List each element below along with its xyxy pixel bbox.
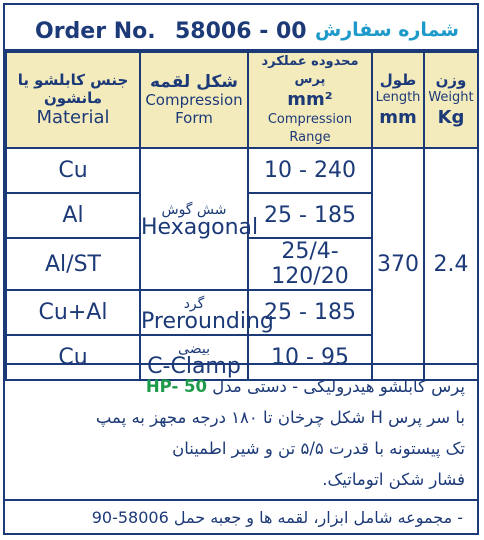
row-range: 10 - 240 <box>248 148 372 193</box>
row-range: 10 - 95 <box>248 335 372 380</box>
header-weight-fa: وزن <box>435 71 467 89</box>
order-number: 58006 - 00 <box>175 19 307 44</box>
form-hexagonal-fa: شش گوش <box>161 202 227 218</box>
model-name: HP- 50 <box>145 377 207 396</box>
row-material: Cu <box>6 148 140 193</box>
form-cclamp-en: C-Clamp <box>147 353 241 379</box>
row-range: 25 - 185 <box>248 290 372 335</box>
header-range-en: Compression Range <box>267 112 353 145</box>
kit-contents-note: - مجموعه شامل ابزار، لقمه ها و جعبه حمل 58006-90 <box>91 508 463 527</box>
row-range: 25 - 185 <box>248 193 372 238</box>
description-line2: با سر پرس H شکل چرخان تا ۱۸۰ درجه مجهز به پمپ <box>95 408 465 427</box>
form-hexagonal-en: Hexagonal <box>141 215 259 240</box>
description-line4: فشار شکن اتوماتیک. <box>322 470 465 489</box>
row-material: Cu <box>6 335 140 380</box>
header-material <box>6 52 140 148</box>
header-material-fa: جنس کابلشو یا مانشون <box>17 71 129 107</box>
order-no-label-fa: شماره سفارش <box>315 19 459 41</box>
header-length-en: Length <box>375 90 421 105</box>
description-line <box>15 371 465 402</box>
header-material-en: Material <box>36 107 110 128</box>
row-material: Al <box>6 193 140 238</box>
row-material: Cu+Al <box>6 290 140 335</box>
header-length-fa: طول <box>379 71 417 89</box>
product-description <box>5 363 477 501</box>
table-row <box>6 148 478 193</box>
header-weight-unit: Kg <box>437 107 465 128</box>
row-range: 25/4-120/20 <box>248 238 372 290</box>
header-weight-en: Weight <box>428 90 474 105</box>
header-form-en: Compression Form <box>145 91 243 127</box>
spec-sheet <box>3 3 479 535</box>
form-hexagonal <box>140 148 259 290</box>
header-weight <box>424 52 478 148</box>
form-cclamp-fa: بیضی <box>178 340 210 357</box>
header-range-unit: mm² <box>287 89 333 110</box>
header-length-unit: mm <box>379 107 417 128</box>
description-line3: تک پیستونه با قدرت ۵/۵ تن و شیر اطمینان <box>172 439 465 458</box>
order-no-label: Order No. <box>35 19 156 44</box>
form-prerounding <box>140 290 274 335</box>
order-title-bar <box>5 5 477 51</box>
header-form-fa: شکل لقمه <box>149 72 239 92</box>
table-header-row <box>6 52 478 148</box>
header-form <box>140 52 248 148</box>
form-prerounding-fa: گرد <box>183 295 205 312</box>
weight-value: 2.4 <box>424 148 478 380</box>
header-length <box>372 52 424 148</box>
header-range <box>248 52 372 148</box>
length-value: 370 <box>372 148 424 380</box>
header-range-fa: محدوده عملکرد پرس <box>261 54 359 87</box>
form-prerounding-en: Prerounding <box>141 308 274 334</box>
description-line1: پرس کابلشو هیدرولیکی - دستی مدل <box>212 377 465 396</box>
row-material: Al/ST <box>6 238 140 290</box>
spec-table <box>5 51 479 381</box>
